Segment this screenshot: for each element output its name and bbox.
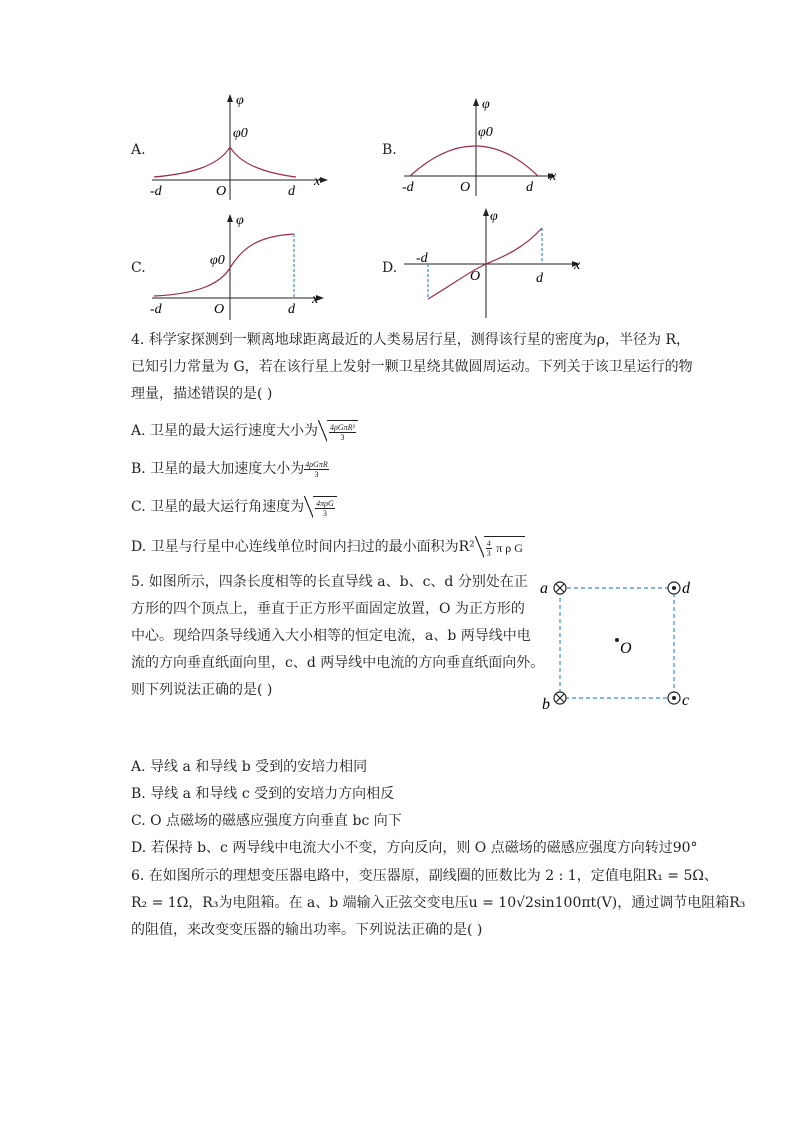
q4-option-b <box>131 459 329 479</box>
option-label-b: B. <box>382 142 397 158</box>
q4-option-a-text: A. 卫星的最大运行速度大小为 <box>131 423 319 439</box>
label-c: c <box>682 692 690 709</box>
q4-option-a-den: 3 <box>340 432 345 442</box>
neg-d-label: -d <box>402 180 414 195</box>
q4-option-c-den: 3 <box>322 508 327 518</box>
q5-option-d: D. 若保持 b、c 两导线中电流大小不变，方向反向，则 O 点磁场的磁感应强度方向转过90° <box>131 840 698 856</box>
q6-line2: R₂ = 1Ω，R₃为电阻箱。在 a、b 端输入正弦交变电压u = 10√2sin100πt(V)，通过调节电阻箱R₃ <box>131 895 746 911</box>
q4-option-c-text: C. 卫星的最大运行角速度为 <box>131 499 305 515</box>
center-point-dot <box>615 638 619 642</box>
neg-d-label: -d <box>416 251 428 266</box>
q4-option-a-num: 4ρGπR² <box>330 422 355 432</box>
q4-option-a <box>131 420 358 442</box>
wire-d-out-icon <box>668 582 680 594</box>
option-label-c: C. <box>131 260 146 276</box>
q4-option-d-den: 3 <box>486 548 491 558</box>
phi0-label: φ0 <box>478 125 493 140</box>
phi-label: φ <box>236 213 244 228</box>
q4-option-b-den: 3 <box>314 469 319 479</box>
label-a: a <box>540 580 548 597</box>
origin-label: O <box>216 184 227 199</box>
q4-option-d <box>131 536 525 558</box>
wire-b-into-icon <box>554 692 566 704</box>
graph-b <box>400 96 570 198</box>
q4-option-d-num: 4 <box>486 538 491 548</box>
phi0-label: φ0 <box>233 126 248 141</box>
q4-option-c <box>131 496 337 518</box>
q4-option-b-num: 4ρGπR <box>305 459 328 469</box>
x-label: x <box>312 292 319 307</box>
graph-a <box>148 92 338 202</box>
phi-label: φ <box>236 93 244 108</box>
x-label: x <box>550 169 557 184</box>
graph-d <box>400 206 590 320</box>
option-label-d: D. <box>382 260 398 276</box>
q4-option-d-text: D. 卫星与行星中心连线单位时间内扫过的最小面积为R² <box>131 539 475 555</box>
origin-label: O <box>470 269 481 284</box>
label-b: b <box>542 696 550 713</box>
neg-d-label: -d <box>150 302 162 317</box>
wire-a-into-icon <box>554 582 566 594</box>
q5-option-b: B. 导线 a 和导线 c 受到的安培力方向相反 <box>131 786 395 802</box>
label-d: d <box>682 580 690 597</box>
q4-stem-line3: 理量，描述错误的是( ) <box>131 386 273 402</box>
q4-stem-line2: 已知引力常量为 G，若在该行星上发射一颗卫星绕其做圆周运动。下列关于该卫星运行的物 <box>131 359 693 375</box>
d-label: d <box>288 184 295 199</box>
q5-stem-line3: 中心。现给四条导线通入大小相等的恒定电流，a、b 两导线中电 <box>131 628 531 644</box>
neg-d-label: -d <box>150 184 162 199</box>
q4-stem-line1: 4. 科学家探测到一颗离地球距离最近的人类易居行星，测得该行星的密度为ρ，半径为 R， <box>131 332 691 348</box>
q5-option-a: A. 导线 a 和导线 b 受到的安培力相同 <box>131 759 368 775</box>
q5-stem-line4: 流的方向垂直纸面向里，c、d 两导线中电流的方向垂直纸面向外。 <box>131 655 545 671</box>
q6-line1: 6. 在如图所示的理想变压器电路中，变压器原，副线圈的匝数比为 2 : 1，定值电阻R₁ = 5Ω、 <box>131 868 718 884</box>
q5-stem-line1: 5. 如图所示，四条长度相等的长直导线 a、b、c、d 分别处在正 <box>131 574 528 590</box>
q4-option-c-num: 4πρG <box>316 498 334 508</box>
graph-c <box>148 212 338 322</box>
q5-option-c: C. O 点磁场的磁感应强度方向垂直 bc 向下 <box>131 813 402 829</box>
phi-label: φ <box>490 209 498 224</box>
q6-line3: 的阻值，来改变变压器的输出功率。下列说法正确的是( ) <box>131 922 483 938</box>
q5-wire-square-figure <box>536 574 696 714</box>
origin-label: O <box>214 302 225 317</box>
q5-stem-line2: 方形的四个顶点上，垂直于正方形平面固定放置，O 为正方形的 <box>131 601 525 617</box>
q5-stem-line5: 则下列说法正确的是( ) <box>131 682 273 698</box>
label-o: O <box>620 640 632 657</box>
d-label: d <box>526 180 533 195</box>
d-label: d <box>288 302 295 317</box>
option-label-a: A. <box>131 142 146 158</box>
d-label: d <box>536 271 543 286</box>
q4-option-b-text: B. 卫星的最大加速度大小为 <box>131 461 305 477</box>
origin-label: O <box>460 180 471 195</box>
phi-label: φ <box>482 97 490 112</box>
q4-option-d-tail: π ρ G <box>496 541 523 555</box>
x-label: x <box>574 258 581 273</box>
wire-c-out-icon <box>668 692 680 704</box>
phi0-label: φ0 <box>210 253 225 268</box>
x-label: x <box>314 174 321 189</box>
